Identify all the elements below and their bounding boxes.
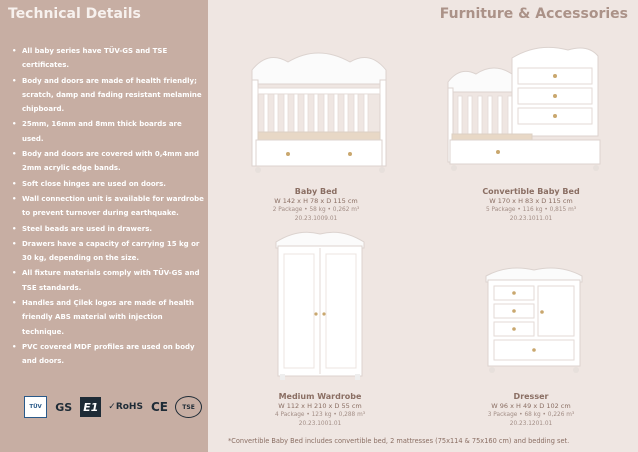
technical-details-panel <box>0 0 208 452</box>
product-dimensions: W 96 x H 49 x D 102 cm <box>491 402 571 410</box>
detail-item: • Handles and Çilek logos are made of health friendly ABS material with injection technique. <box>12 296 204 339</box>
footnote: *Convertible Baby Bed includes convertible bed, 2 mattresses (75x114 & 75x160 cm) and bedding set. <box>228 437 570 445</box>
detail-item: • All fixture materials comply with TÜV-GS and TSE standards. <box>12 266 204 295</box>
product-name: Dresser <box>513 392 549 401</box>
convertible-baby-bed-image <box>438 32 608 180</box>
detail-item: • 25mm, 16mm and 8mm thick boards are used. <box>12 117 204 146</box>
technical-details-list <box>12 44 204 370</box>
detail-item: • Wall connection unit is available for wardrobe to prevent turnover during earthquake. <box>12 192 204 221</box>
furniture-title: Furniture & Accessories <box>439 6 628 22</box>
product-dimensions: W 142 x H 78 x D 115 cm <box>274 197 358 205</box>
product-dimensions: W 170 x H 83 x D 115 cm <box>489 197 573 205</box>
product-card-medium-wardrobe <box>240 391 400 428</box>
product-package: 3 Package • 68 kg • 0,226 m³ <box>487 412 575 418</box>
detail-item: • Body and doors are made of health friendly; scratch, damp and fading resistant melamine chipboard. <box>12 74 204 117</box>
certification-logos <box>24 395 202 419</box>
product-code: 20.23.1001.01 <box>298 420 342 427</box>
detail-item: • Steel beads are used in drawers. <box>12 222 204 236</box>
medium-wardrobe-image <box>270 224 370 384</box>
product-name: Convertible Baby Bed <box>482 187 580 196</box>
detail-item: • Body and doors are covered with 0,4mm and 2mm acrylic edge bands. <box>12 147 204 176</box>
product-package: 4 Package • 123 kg • 0,288 m³ <box>274 412 366 418</box>
technical-details-title: Technical Details <box>8 6 141 22</box>
product-code: 20.23.1201.01 <box>509 420 553 427</box>
product-dimensions: W 112 x H 210 x D 55 cm <box>278 402 362 410</box>
product-code: 20.23.1011.01 <box>509 215 553 222</box>
product-package: 2 Package • 58 kg • 0,262 m³ <box>272 207 360 213</box>
product-name: Medium Wardrobe <box>278 392 362 401</box>
product-card-convertible-baby-bed <box>446 186 616 223</box>
product-code: 20.23.1009.01 <box>294 215 338 222</box>
rohs-logo: ✓ RoHS <box>108 402 143 412</box>
detail-item: • All baby series have TÜV-GS and TSE certificates. <box>12 44 204 73</box>
product-name: Baby Bed <box>294 187 338 196</box>
product-card-baby-bed <box>236 186 396 223</box>
baby-bed-image <box>238 40 398 180</box>
gs-logo: GS <box>55 400 73 414</box>
detail-item: • Soft close hinges are used on doors. <box>12 177 204 191</box>
product-card-dresser <box>456 391 606 428</box>
product-package: 5 Package • 116 kg • 0,815 m³ <box>485 207 577 213</box>
ce-logo: CE <box>150 400 168 414</box>
dresser-image <box>478 262 590 376</box>
e1-logo: E1 <box>80 397 101 417</box>
detail-item: • Drawers have a capacity of carrying 15 kg or 30 kg, depending on the size. <box>12 237 204 266</box>
detail-item: • PVC covered MDF profiles are used on body and doors. <box>12 340 204 369</box>
tse-logo: TSE <box>175 396 202 418</box>
tuv-logo: TÜV <box>24 396 47 418</box>
